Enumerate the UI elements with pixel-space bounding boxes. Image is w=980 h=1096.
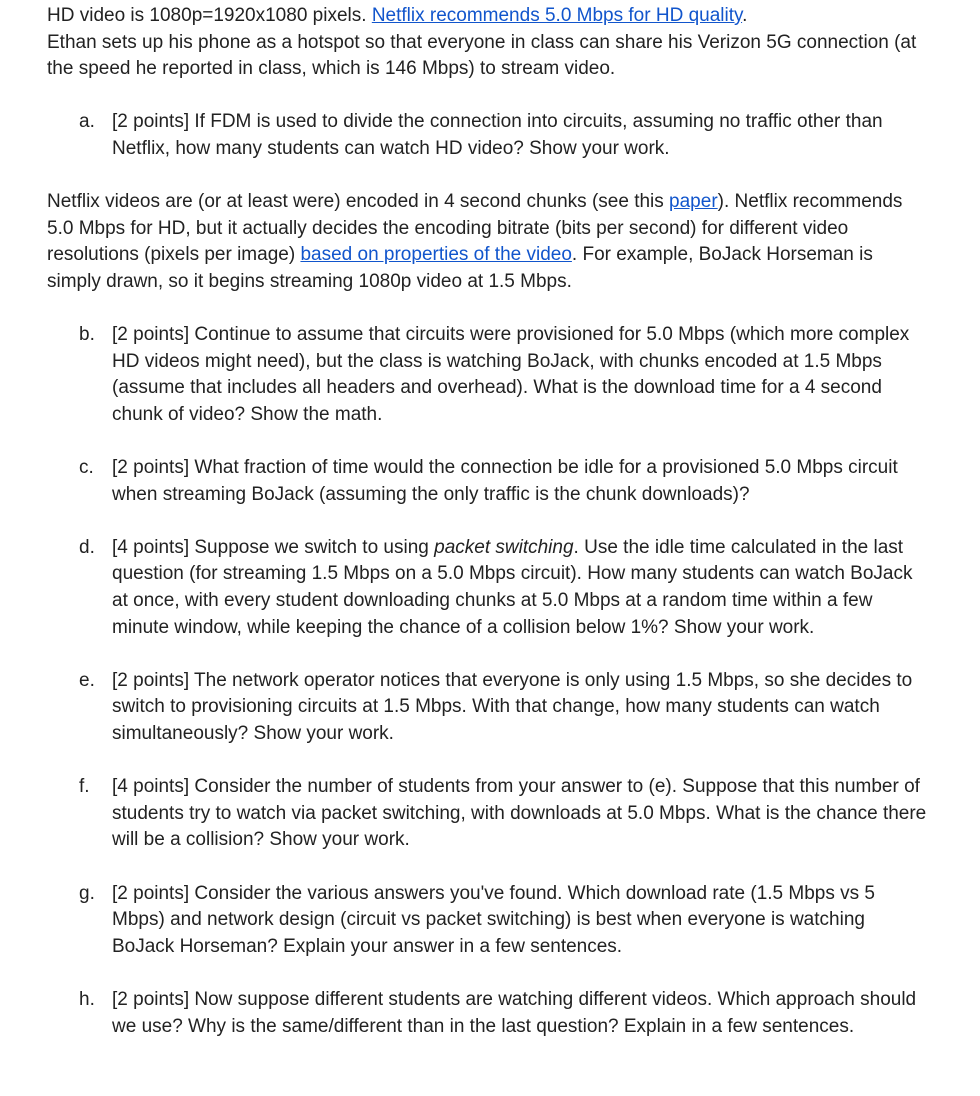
hd-definition-text: HD video is 1080p=1920x1080 pixels.: [47, 5, 372, 26]
question-d-text-1: [4 points] Suppose we switch to using: [112, 536, 435, 558]
chunk-text-3: . For example, BoJack Horseman is simply drawn, so it begins streaming 1080p video at 1.5 Mbps.: [47, 244, 873, 292]
question-a: [47, 109, 927, 162]
question-b: [47, 322, 927, 428]
question-g: [47, 881, 927, 961]
question-b-marker: b.: [79, 324, 95, 346]
chunk-text-1: Netflix videos are (or at least were) encoded in 4 second chunks (see this: [47, 191, 670, 213]
question-h-text: [2 points] Now suppose different students are watching different videos. Which approach should we use? Why is the same/different than in the last question? Explain in a few sentences.: [112, 988, 917, 1037]
question-f: [47, 774, 927, 854]
question-h: [47, 987, 927, 1040]
packet-switching-emphasis: packet switching: [434, 536, 574, 558]
question-c-marker: c.: [79, 457, 94, 479]
question-e-marker: e.: [79, 669, 95, 691]
question-c-text: [2 points] What fraction of time would the connection be idle for a provisioned 5.0 Mbps circuit when streaming BoJack (assuming the only traffic is the chunk downloads)?: [112, 457, 898, 505]
chunk-text-2: ). Netflix recommends 5.0 Mbps for HD, but it actually decides the encoding bitrate (bits per second) for different video resolutions (pixels per image): [47, 191, 903, 266]
question-e: [47, 668, 927, 748]
question-b-text: [2 points] Continue to assume that circuits were provisioned for 5.0 Mbps (which more complex HD videos might need), but the class is watching BoJack, with chunks encoded at 1.5 Mbps (assume that includes all headers and overhead). What is the download time for a 4 second chunk of video? Show the math.: [112, 324, 910, 425]
hotspot-text: Ethan sets up his phone as a hotspot so that everyone in class can share his Verizon 5G connection (at the speed he reported in class, which is 146 Mbps) to stream video.: [47, 31, 917, 80]
document-page: [47, 3, 927, 1040]
question-a-marker: a.: [79, 111, 95, 133]
question-h-marker: h.: [79, 988, 95, 1010]
chunk-paragraph: [47, 189, 927, 295]
question-c: [47, 455, 927, 508]
hd-definition-end: .: [742, 5, 748, 26]
question-e-text: [2 points] The network operator notices that everyone is only using 1.5 Mbps, so she decides to switch to provisioning circuits at 1.5 Mbps. With that change, how many students can watch simultaneously? Show your work.: [112, 669, 913, 745]
intro-paragraph: [47, 3, 927, 83]
question-f-text: [4 points] Consider the number of students from your answer to (e). Suppose that this number of students try to watch via packet switching, with downloads at 5.0 Mbps. What is the chance there will be a collision? Show your work.: [112, 776, 927, 851]
video-properties-link[interactable]: based on properties of the video: [300, 244, 572, 266]
question-d-marker: d.: [79, 536, 95, 558]
question-d: [47, 535, 927, 641]
question-g-text: [2 points] Consider the various answers you've found. Which download rate (1.5 Mbps vs 5 Mbps) and network design (circuit vs packet switching) is best when everyone is watching BoJack Horseman? Explain your answer in a few sentences.: [112, 882, 875, 957]
question-d-text-2: . Use the idle time calculated in the last question (for streaming 1.5 Mbps on a 5.0 Mbps circuit). How many students can watch BoJack at once, with every student downloading chunks at 5.0 Mbps at a random time within a few minute window, while keeping the chance of a collision below 1%? Show your work.: [112, 536, 913, 638]
question-g-marker: g.: [79, 882, 95, 904]
netflix-hd-link[interactable]: Netflix recommends 5.0 Mbps for HD quality: [371, 5, 743, 26]
question-d-text: [112, 535, 927, 641]
paper-link[interactable]: paper: [669, 191, 718, 213]
question-f-marker: f.: [79, 776, 90, 798]
question-a-text: [2 points] If FDM is used to divide the connection into circuits, assuming no traffic other than Netflix, how many students can watch HD video? Show your work.: [112, 111, 883, 159]
